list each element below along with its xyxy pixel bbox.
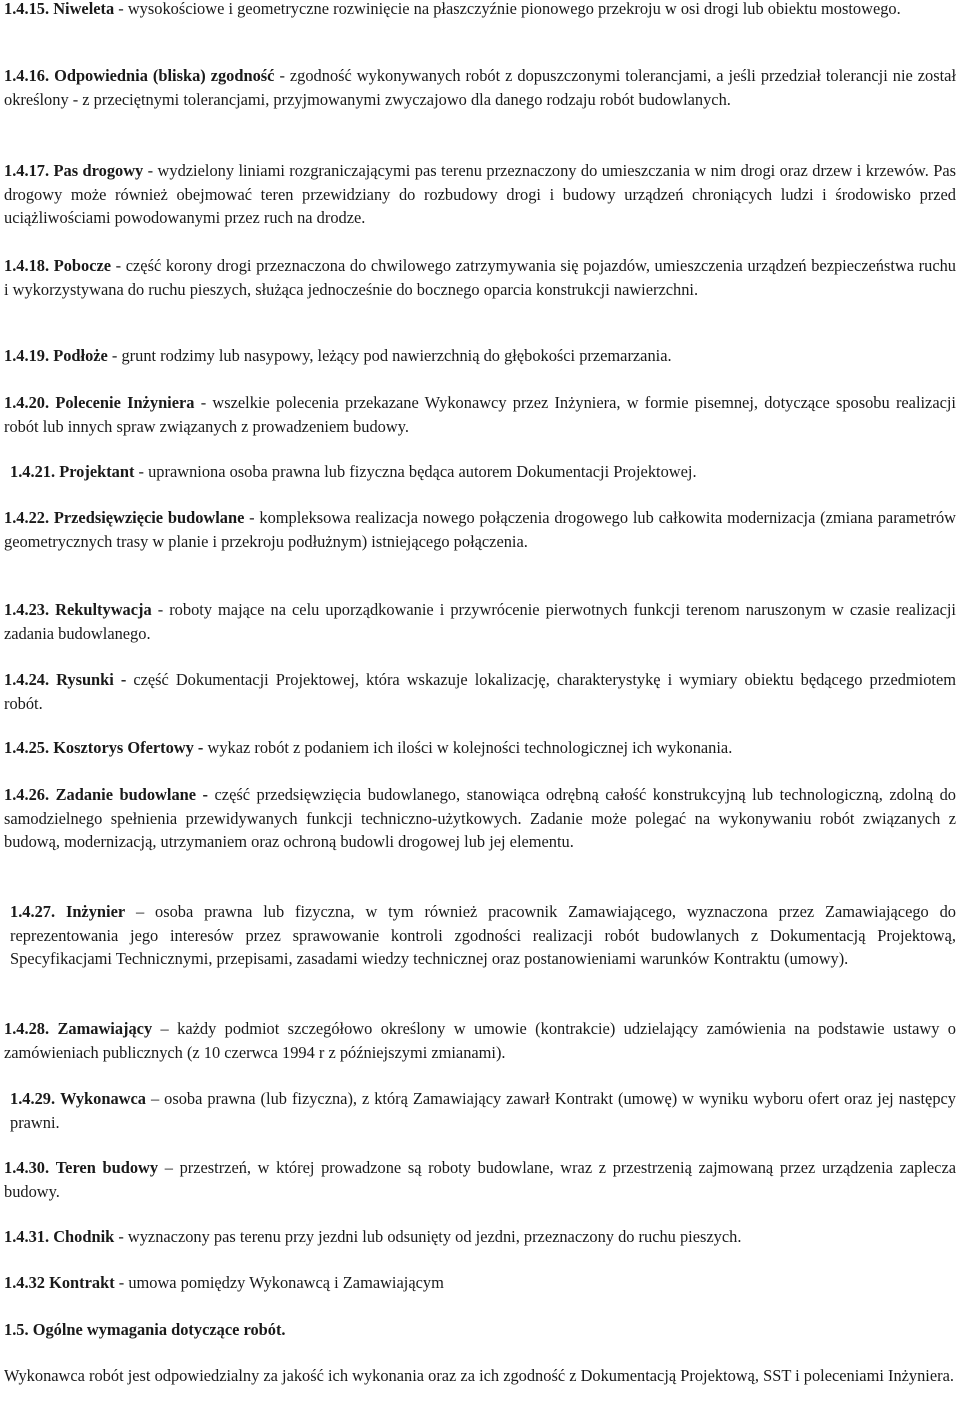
definition-text: - zgodność wykonywanych robót z dopuszczonymi tolerancjami, a jeśli przedział tolerancji nie został określony - z przeciętnymi tolerancjami, przyjmowanymi zwyczajowo dla danego rodzaju robót budowlanych. — [4, 66, 956, 109]
definition-number: 1.4.30. — [4, 1158, 50, 1177]
definition-term: Teren budowy — [55, 1158, 159, 1177]
definition-number: 1.4.22. — [4, 508, 50, 527]
definition-number: 1.4.31. — [4, 1227, 50, 1246]
definition-number: 1.4.17. — [4, 161, 50, 180]
definition-1-4-31 — [4, 1225, 956, 1249]
definition-1-4-26 — [4, 783, 956, 854]
definition-1-4-21 — [10, 460, 956, 484]
definition-1-4-18 — [4, 254, 956, 301]
definition-text: – przestrzeń, w której prowadzone są roboty budowlane, wraz z przestrzenią zajmowaną przez urządzenia zaplecza budowy. — [4, 1158, 956, 1201]
definition-term: Kontrakt — [49, 1273, 115, 1292]
definition-text: - wyznaczony pas terenu przy jezdni lub odsunięty od jezdni, przeznaczony do ruchu pieszych. — [114, 1227, 742, 1246]
definition-term: Przedsięwzięcie budowlane — [53, 508, 245, 527]
definition-number: 1.4.32 — [4, 1273, 45, 1292]
definition-text: - roboty mające na celu uporządkowanie i przywrócenie pierwotnych funkcji terenom naruszonym w czasie realizacji zadania budowlanego. — [4, 600, 956, 643]
definition-number: 1.4.26. — [4, 785, 50, 804]
definition-term: Zadanie budowlane - — [55, 785, 209, 804]
definition-term: Niweleta — [53, 0, 115, 18]
definition-text: - uprawniona osoba prawna lub fizyczna będąca autorem Dokumentacji Projektowej. — [134, 462, 697, 481]
definition-number: 1.4.15. — [4, 0, 50, 18]
definition-number: 1.4.27. — [10, 902, 56, 921]
definition-number: 1.4.24. — [4, 670, 50, 689]
definition-number: 1.4.21. — [10, 462, 56, 481]
section-heading-1-5 — [4, 1318, 956, 1342]
definition-term: Rysunki - — [56, 670, 127, 689]
definition-text: – osoba prawna (lub fizyczna), z którą Zamawiający zawarł Kontrakt (umowę) w wyniku wyboru ofert oraz jej następcy prawni. — [10, 1089, 956, 1132]
definition-number: 1.4.23. — [4, 600, 50, 619]
definition-term: Kosztorys Ofertowy - — [53, 738, 204, 757]
definition-text: wykaz robót z podaniem ich ilości w kolejności technologicznej ich wykonania. — [203, 738, 733, 757]
definition-term: Inżynier — [65, 902, 126, 921]
definition-number: 1.4.16. — [4, 66, 50, 85]
definition-text-continued: Pas drogowy może również obejmować teren przewidziany do rozbudowy drogi i budowy urządzeń chroniących ludzi i środowisko przed uciążliwościami powodowanymi przez ruch na drodze. — [4, 161, 956, 227]
definition-term: Wykonawca — [60, 1089, 146, 1108]
definition-1-4-25 — [4, 736, 956, 760]
definition-1-4-29 — [10, 1087, 956, 1134]
definition-term: Pas drogowy — [53, 161, 144, 180]
definition-term: Odpowiednia (bliska) zgodność — [54, 66, 275, 85]
definition-text: - część korony drogi przeznaczona do chwilowego zatrzymywania się pojazdów, umieszczenia urządzeń bezpieczeństwa ruchu i wykorzystywana do ruchu pieszych, służąca jednocześnie do bocznego oparcia konstrukcji nawierzchni. — [4, 256, 956, 299]
definition-text: - umowa pomiędzy Wykonawcą i Zamawiającym — [114, 1273, 444, 1292]
definition-text: - grunt rodzimy lub nasypowy, leżący pod nawierzchnią do głębokości przemarzania. — [107, 346, 672, 365]
definition-1-4-30 — [4, 1156, 956, 1203]
definition-term: Projektant — [59, 462, 135, 481]
definition-term: Chodnik — [53, 1227, 115, 1246]
definition-text: część przedsięwzięcia budowlanego, stanowiąca odrębną całość konstrukcyjną lub technologiczną, zdolną do samodzielnego spełnienia przewidywanych funkcji techniczno-użytkowych. Zadanie może polegać na wykonywaniu robót związanych z budową, modernizacją, utrzymaniem oraz ochroną budowli drogowej lub jej elementu. — [4, 785, 956, 851]
section-title: Ogólne wymagania dotyczące robót. — [32, 1320, 286, 1339]
definition-text: – osoba prawna lub fizyczna, w tym również pracownik Zamawiającego, wyznaczona przez Zamawiającego do reprezentowania jego interesów przez sprawowanie kontroli zgodności realizacji robót budowlanych z Dokumentacją Projektową, Specyfikacjami Technicznymi, przepisami, zasadami wiedzy technicznej oraz postanowieniami warunków Kontraktu (umowy). — [10, 902, 956, 968]
definition-number: 1.4.28. — [4, 1019, 50, 1038]
definition-term: Rekultywacja — [55, 600, 152, 619]
definition-1-4-17 — [4, 159, 956, 230]
definition-1-4-23 — [4, 598, 956, 645]
definition-term: Polecenie Inżyniera — [55, 393, 195, 412]
definition-text: część Dokumentacji Projektowej, która wskazuje lokalizację, charakterystykę i wymiary obiektu będącego przedmiotem robót. — [4, 670, 956, 713]
definition-number: 1.4.19. — [4, 346, 50, 365]
definition-text: – każdy podmiot szczegółowo określony w umowie (kontrakcie) udzielający zamówienia na podstawie ustawy o zamówieniach publicznych (z 10 czerwca 1994 r z późniejszymi zmianami). — [4, 1019, 956, 1062]
definition-1-4-15 — [4, 0, 956, 21]
definition-text: - wysokościowe i geometryczne rozwinięcie na płaszczyźnie pionowego przekroju w osi drogi lub obiektu mostowego. — [114, 0, 901, 18]
definition-text: - kompleksowa realizacja nowego połączenia drogowego lub całkowita modernizacja (zmiana parametrów geometrycznych trasy w planie i przekroju podłużnym) istniejącego połączenia. — [4, 508, 956, 551]
definition-term: Pobocze — [53, 256, 112, 275]
definition-1-4-24 — [4, 668, 956, 715]
closing-text: Wykonawca robót jest odpowiedzialny za jakość ich wykonania oraz za ich zgodność z Dokumentacją Projektową, SST i poleceniami Inżyniera. — [4, 1366, 954, 1385]
definition-number: 1.4.29. — [10, 1089, 56, 1108]
closing-paragraph — [4, 1364, 956, 1388]
definition-1-4-20 — [4, 391, 956, 438]
definition-text: - wszelkie polecenia przekazane Wykonawcy przez Inżyniera, w formie pisemnej, dotyczące sposobu realizacji robót lub innych spraw związanych z prowadzeniem budowy. — [4, 393, 956, 436]
definition-text: - wydzielony liniami rozgraniczającymi pas terenu przeznaczony do umieszczania w nim drogi oraz drzew i krzewów. — [143, 161, 929, 180]
definition-1-4-16 — [4, 64, 956, 111]
definition-1-4-28 — [4, 1017, 956, 1064]
definition-number: 1.4.18. — [4, 256, 50, 275]
section-number: 1.5. — [4, 1320, 29, 1339]
definition-1-4-27 — [10, 900, 956, 971]
definition-term: Podłoże — [53, 346, 108, 365]
definition-1-4-22 — [4, 506, 956, 553]
definition-1-4-32 — [4, 1271, 956, 1295]
definition-term: Zamawiający — [57, 1019, 153, 1038]
definition-1-4-19 — [4, 344, 956, 368]
definition-number: 1.4.20. — [4, 393, 50, 412]
definition-number: 1.4.25. — [4, 738, 50, 757]
